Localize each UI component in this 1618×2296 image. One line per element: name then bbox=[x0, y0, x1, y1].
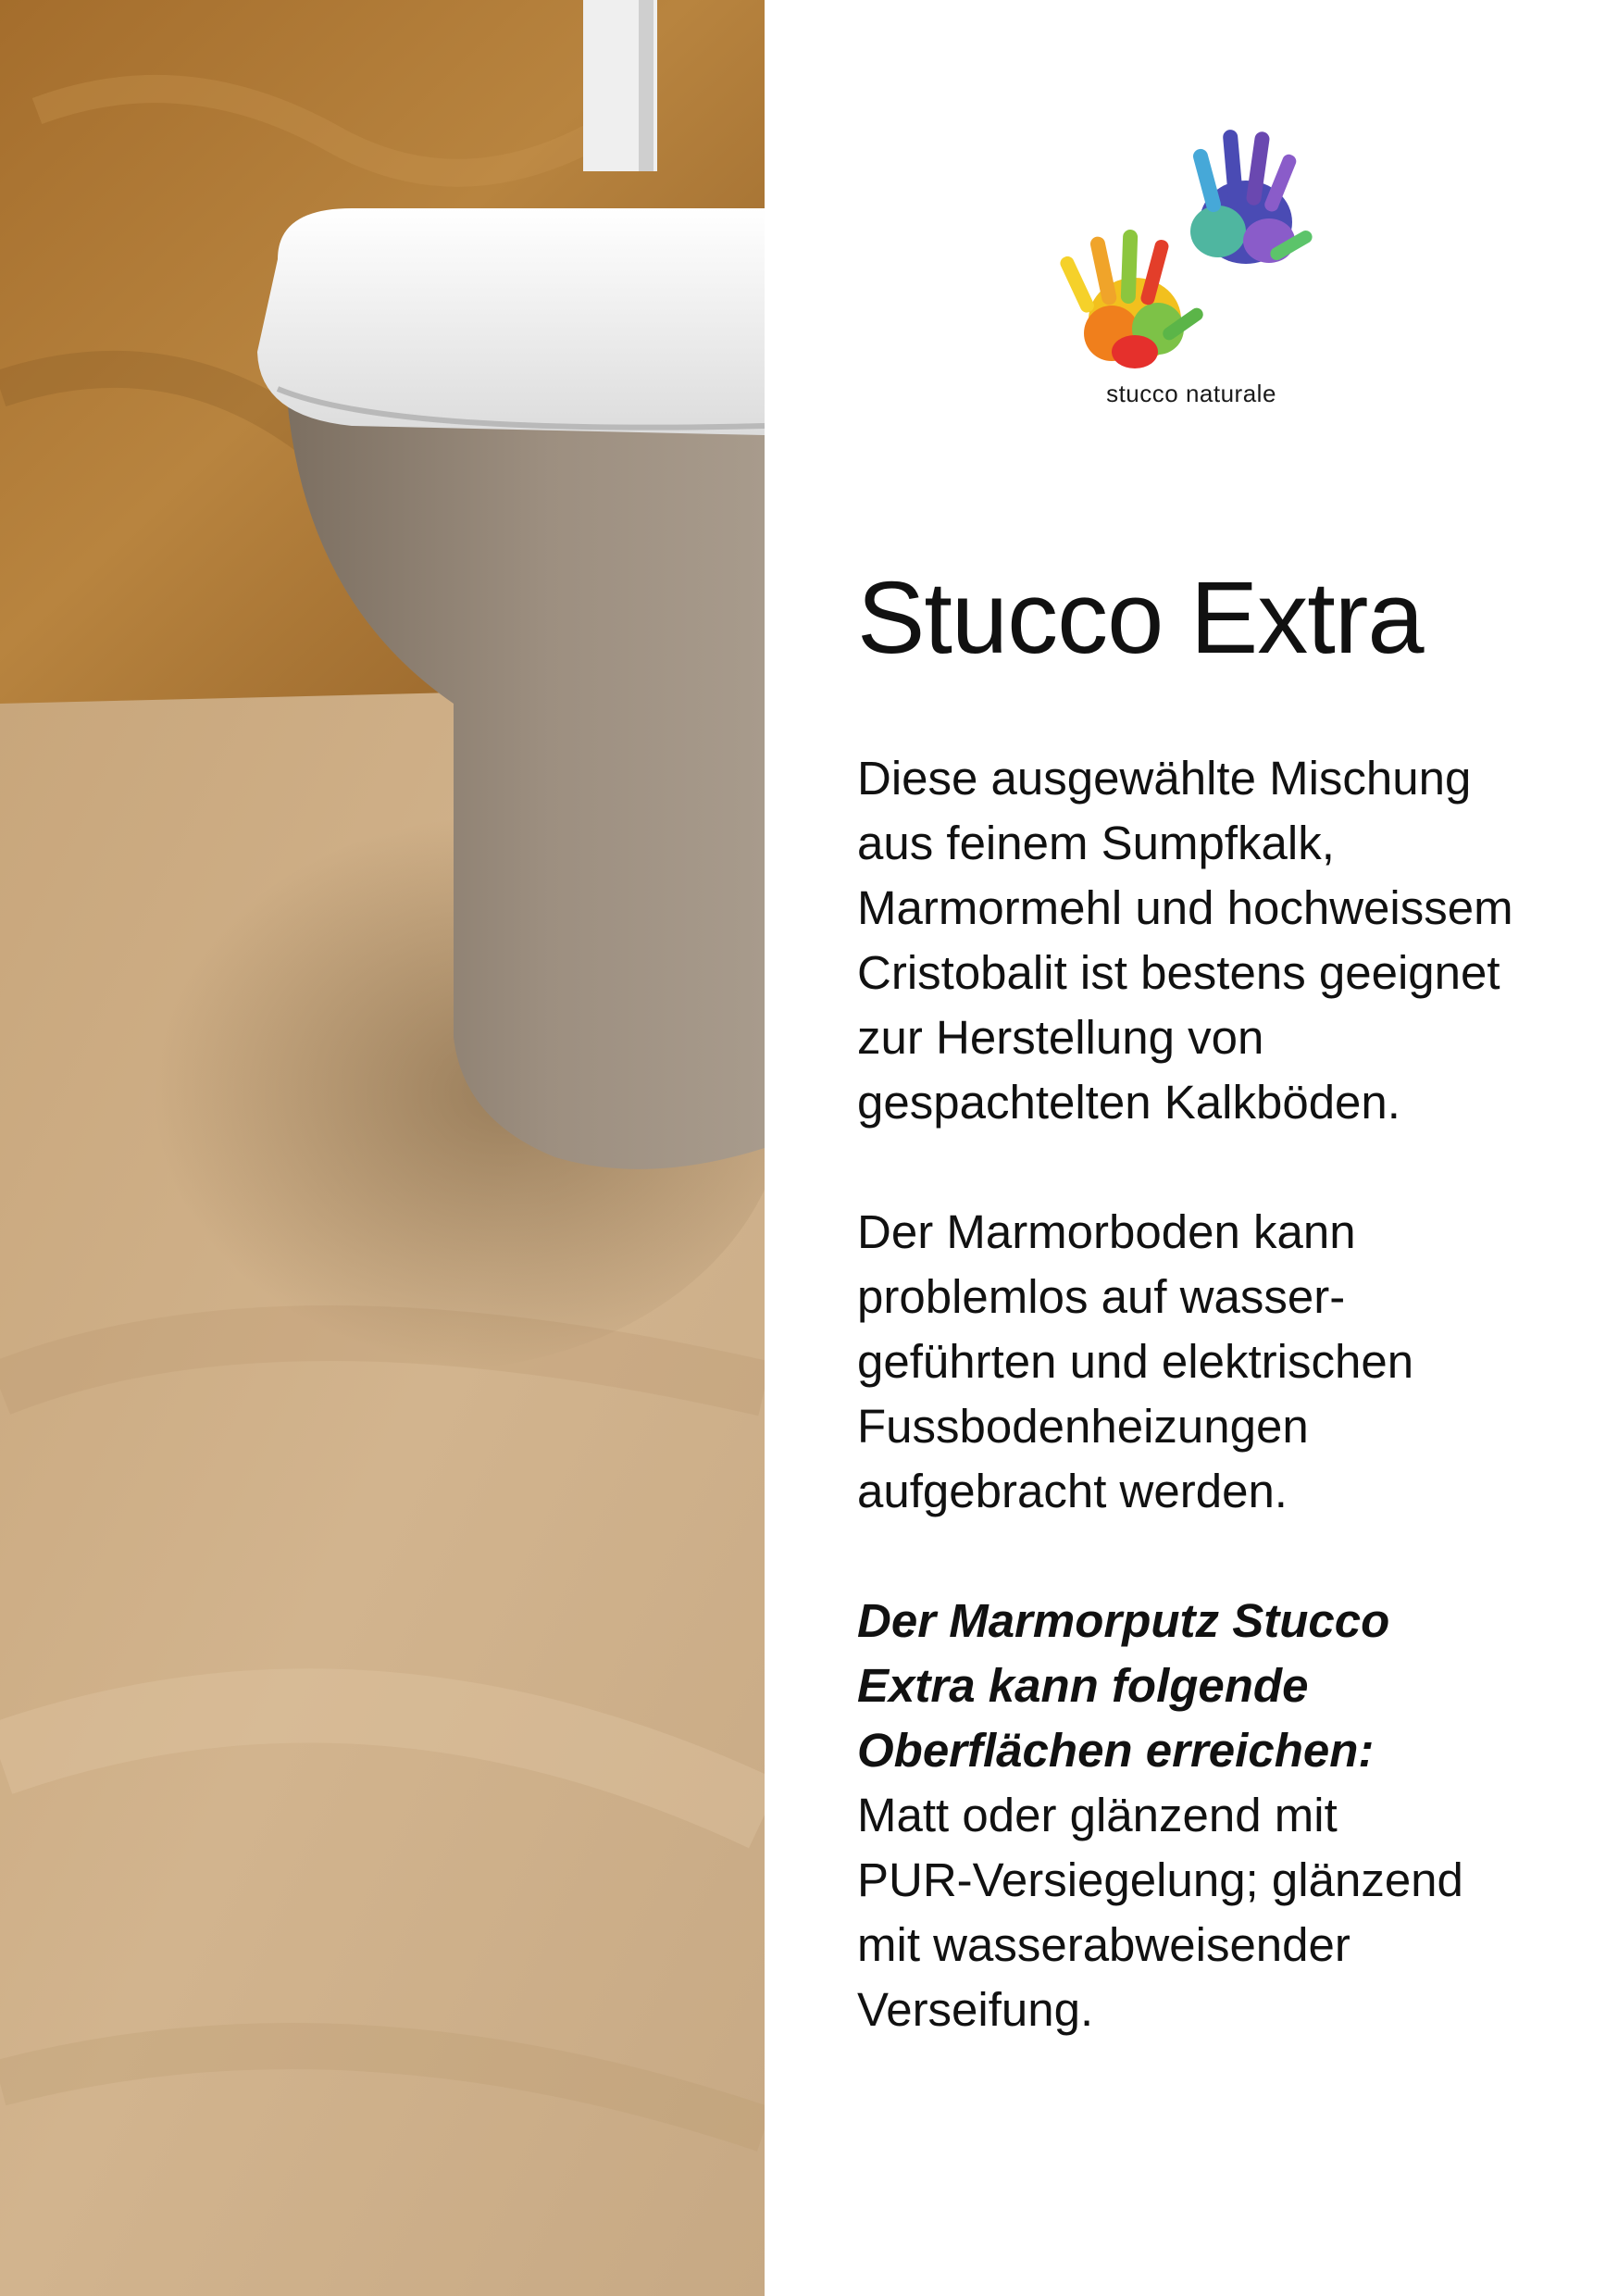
content-panel bbox=[765, 0, 1618, 2296]
surfaces-text-line: mit wasserabweisender bbox=[857, 1918, 1350, 1971]
heating-paragraph bbox=[857, 1200, 1598, 1524]
intro-line: gespachtelten Kalkböden. bbox=[857, 1076, 1400, 1129]
page-title: Stucco Extra bbox=[857, 561, 1424, 675]
surfaces-heading-line: Der Marmorputz Stucco bbox=[857, 1594, 1390, 1647]
bathroom-floor-photo bbox=[0, 0, 765, 2296]
intro-line: zur Herstellung von bbox=[857, 1011, 1264, 1064]
surfaces-text-line: Verseifung. bbox=[857, 1983, 1094, 2036]
intro-line: aus feinem Sumpfkalk, bbox=[857, 817, 1335, 869]
intro-paragraph bbox=[857, 746, 1598, 1135]
surfaces-text-line: Matt oder glänzend mit bbox=[857, 1789, 1338, 1841]
intro-line: Diese ausgewählte Mischung bbox=[857, 752, 1472, 805]
heating-line: geführten und elektrischen bbox=[857, 1335, 1414, 1388]
heating-line: problemlos auf wasser- bbox=[857, 1270, 1346, 1323]
intro-line: Marmormehl und hochweissem bbox=[857, 881, 1513, 934]
heating-line: Fussbodenheizungen bbox=[857, 1400, 1309, 1453]
surfaces-text-line: PUR-Versiegelung; glänzend bbox=[857, 1853, 1463, 1906]
surfaces-heading-line: Oberflächen erreichen: bbox=[857, 1724, 1375, 1777]
brand-name: stucco naturale bbox=[1106, 380, 1276, 407]
heating-line: aufgebracht werden. bbox=[857, 1465, 1288, 1517]
intro-line: Cristobalit ist bestens geeignet bbox=[857, 946, 1500, 999]
surfaces-paragraph bbox=[857, 1589, 1598, 2042]
heating-line: Der Marmorboden kann bbox=[857, 1205, 1356, 1258]
handprints-icon bbox=[1042, 111, 1338, 417]
surfaces-heading-line: Extra kann folgende bbox=[857, 1659, 1309, 1712]
